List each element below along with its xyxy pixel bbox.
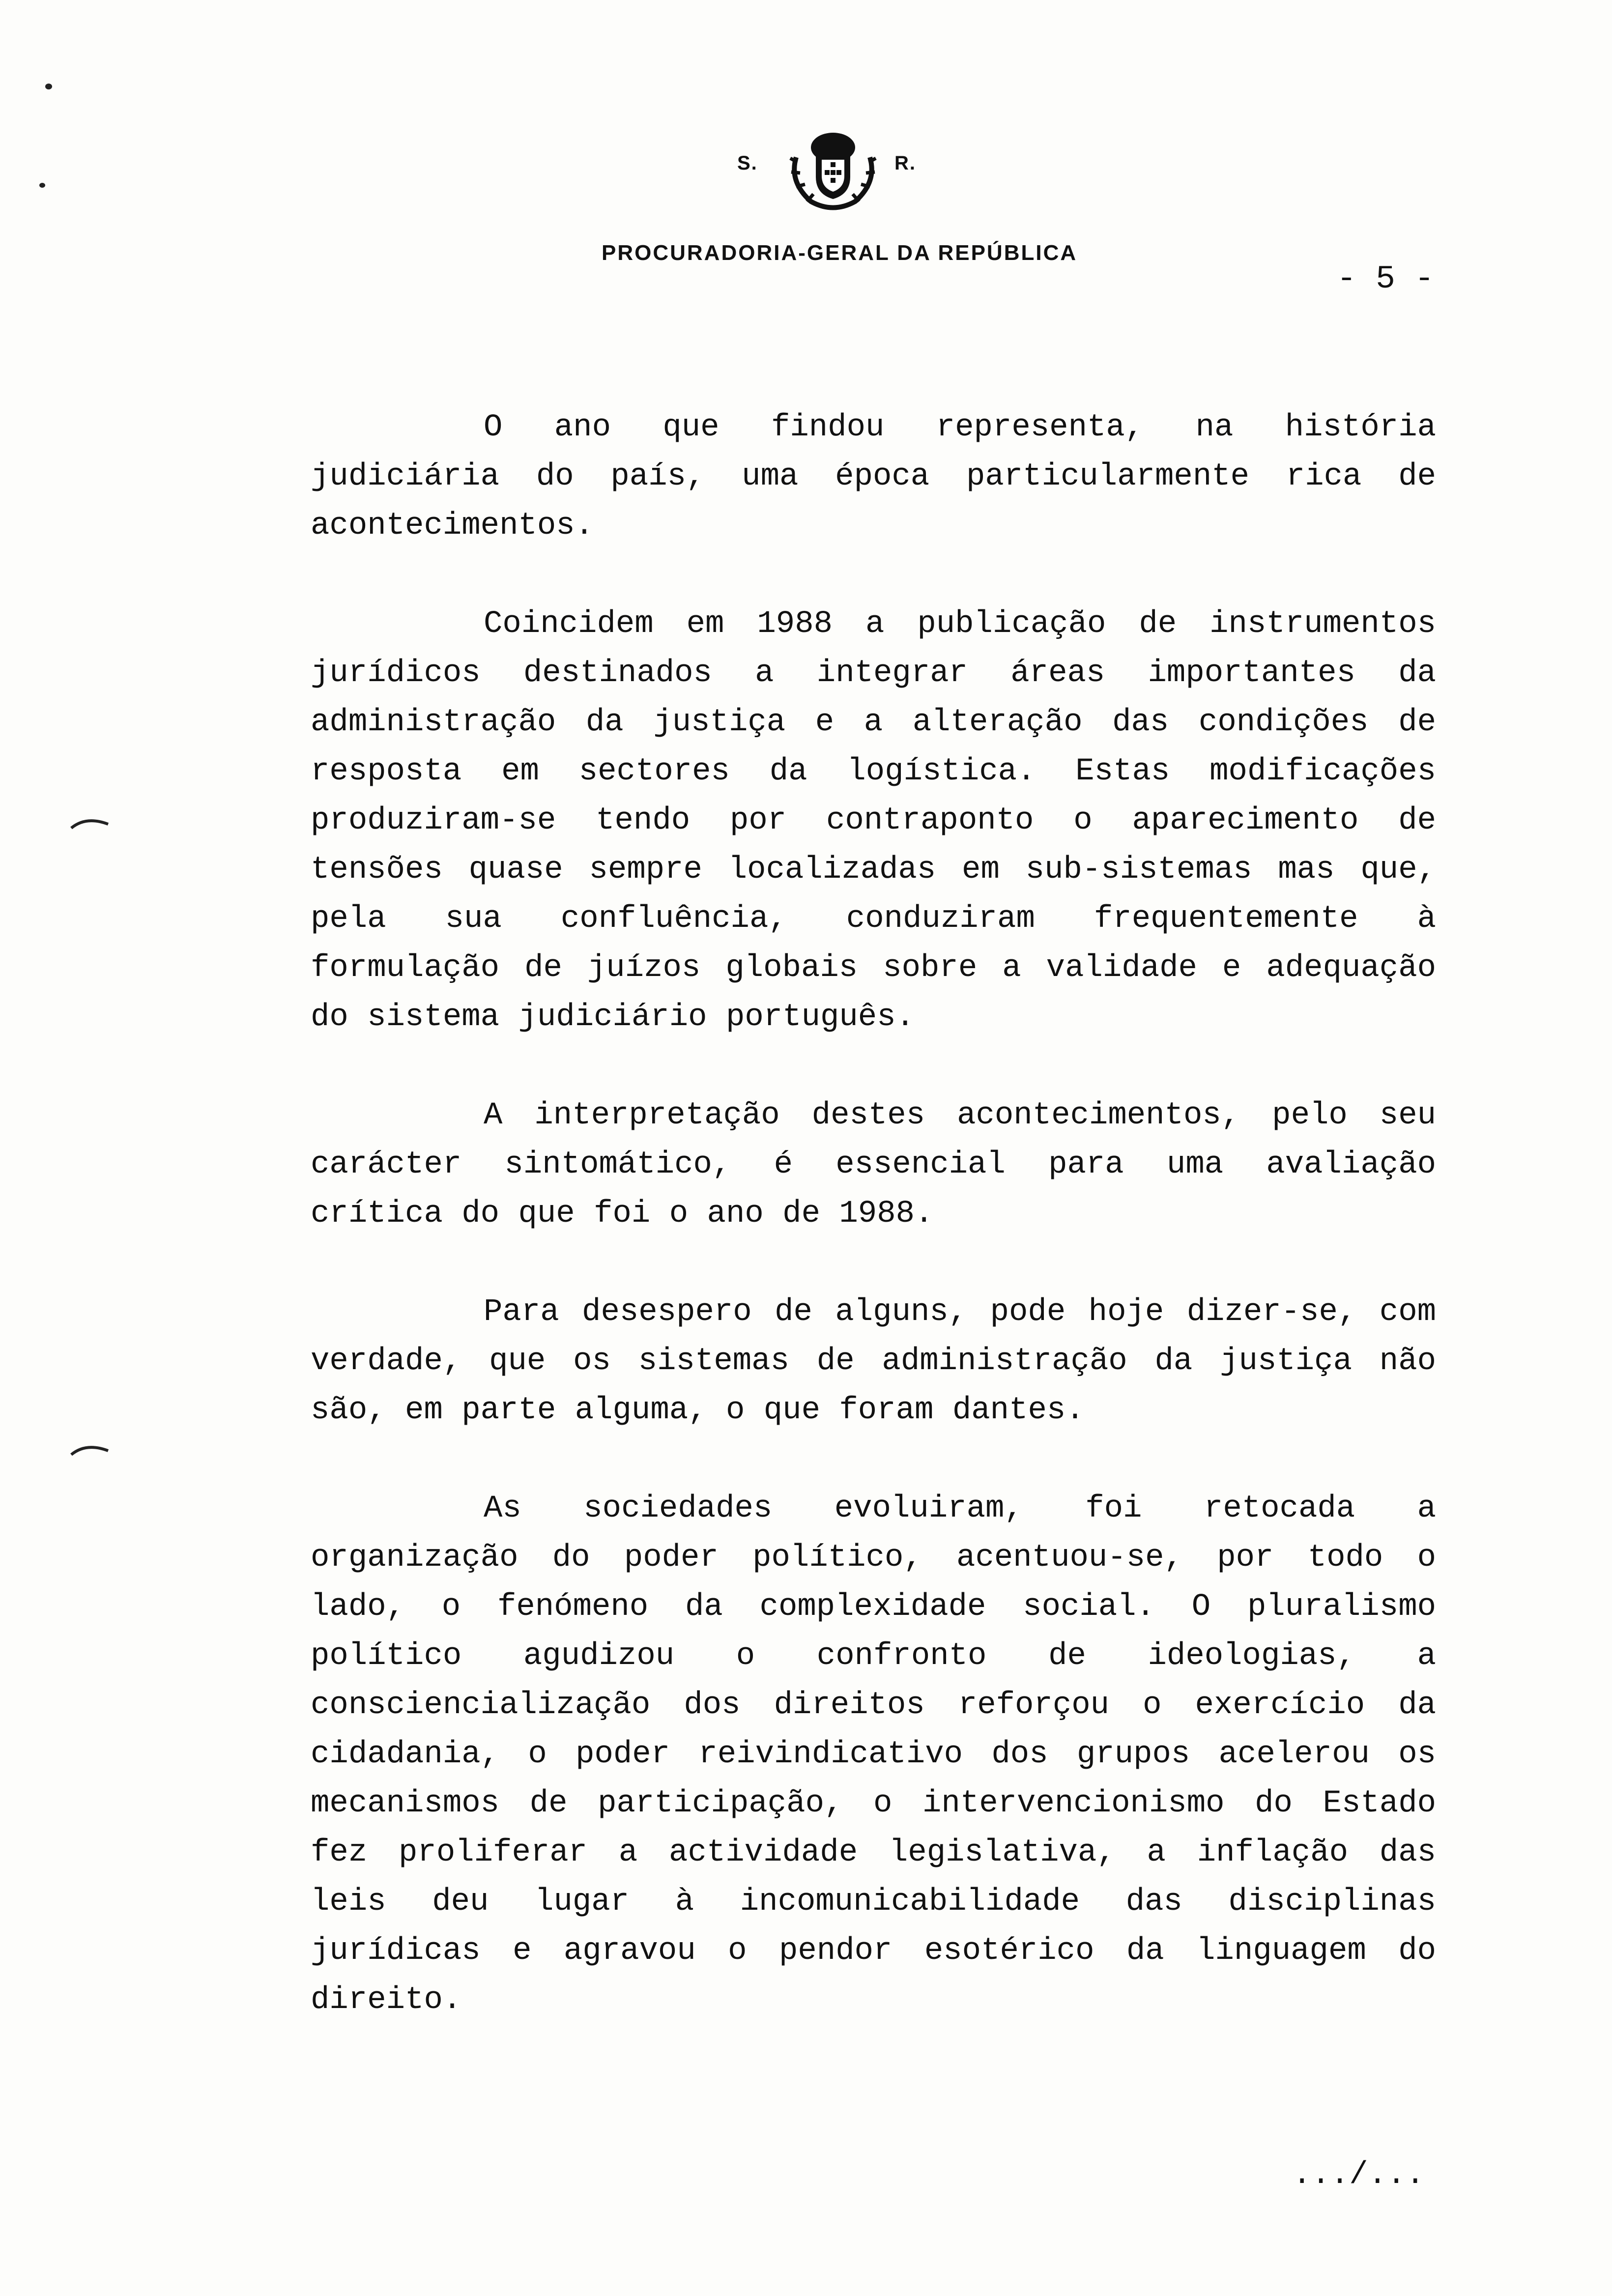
punch-mark bbox=[69, 813, 113, 833]
paragraph: O ano que findou representa, na história judiciária do país, uma época particularmente rica de acontecimentos. bbox=[311, 410, 1436, 544]
page-number: - 5 - bbox=[1337, 260, 1435, 297]
paragraph: As sociedades evoluiram, foi retocada a organização do poder político, acentuou-se, por todo o lado, o fenómeno da complexidade social. O pluralismo político agudizou o confronto de ideologias, a consciencialização dos direitos reforçou o exercício da cidadania, o poder reivindicativo dos grupos acelerou os mecanismos de participação, o intervencionismo do Estado fez proliferar a actividade legislativa, a inflação das leis deu lugar à incomunicabilidade das disciplinas jurídicas e agravou o pendor esotérico da linguagem do direito. bbox=[311, 1491, 1436, 2018]
document-body bbox=[311, 403, 1436, 2074]
scan-mark bbox=[45, 84, 52, 89]
continuation-mark: .../... bbox=[1293, 2157, 1425, 2193]
letterhead bbox=[590, 118, 1081, 216]
coat-of-arms-icon bbox=[786, 128, 880, 211]
letterhead-left-initial: S. bbox=[737, 152, 758, 174]
scan-mark bbox=[39, 183, 45, 188]
paragraph: Coincidem em 1988 a publicação de instrumentos jurídicos destinados a integrar áreas importantes da administração da justiça e a alteração das condições de resposta em sectores da logística. Estas modificações produziram-se tendo por contraponto o aparecimento de tensões quase sempre localizadas em sub-sistemas mas que, pela sua confluência, conduziram frequentemente à formulação de juízos globais sobre a validade e adequação do sistema judiciário português. bbox=[311, 606, 1436, 1035]
paragraph: A interpretação destes acontecimentos, pelo seu carácter sintomático, é essencial para uma avaliação crítica do que foi o ano de 1988. bbox=[311, 1098, 1436, 1232]
paragraph: Para desespero de alguns, pode hoje dizer-se, com verdade, que os sistemas de administração da justiça não são, em parte alguma, o que foram dantes. bbox=[311, 1294, 1436, 1428]
organization-name: PROCURADORIA-GERAL DA REPÚBLICA bbox=[602, 241, 1078, 265]
punch-mark bbox=[69, 1440, 113, 1460]
letterhead-right-initial: R. bbox=[894, 152, 916, 174]
